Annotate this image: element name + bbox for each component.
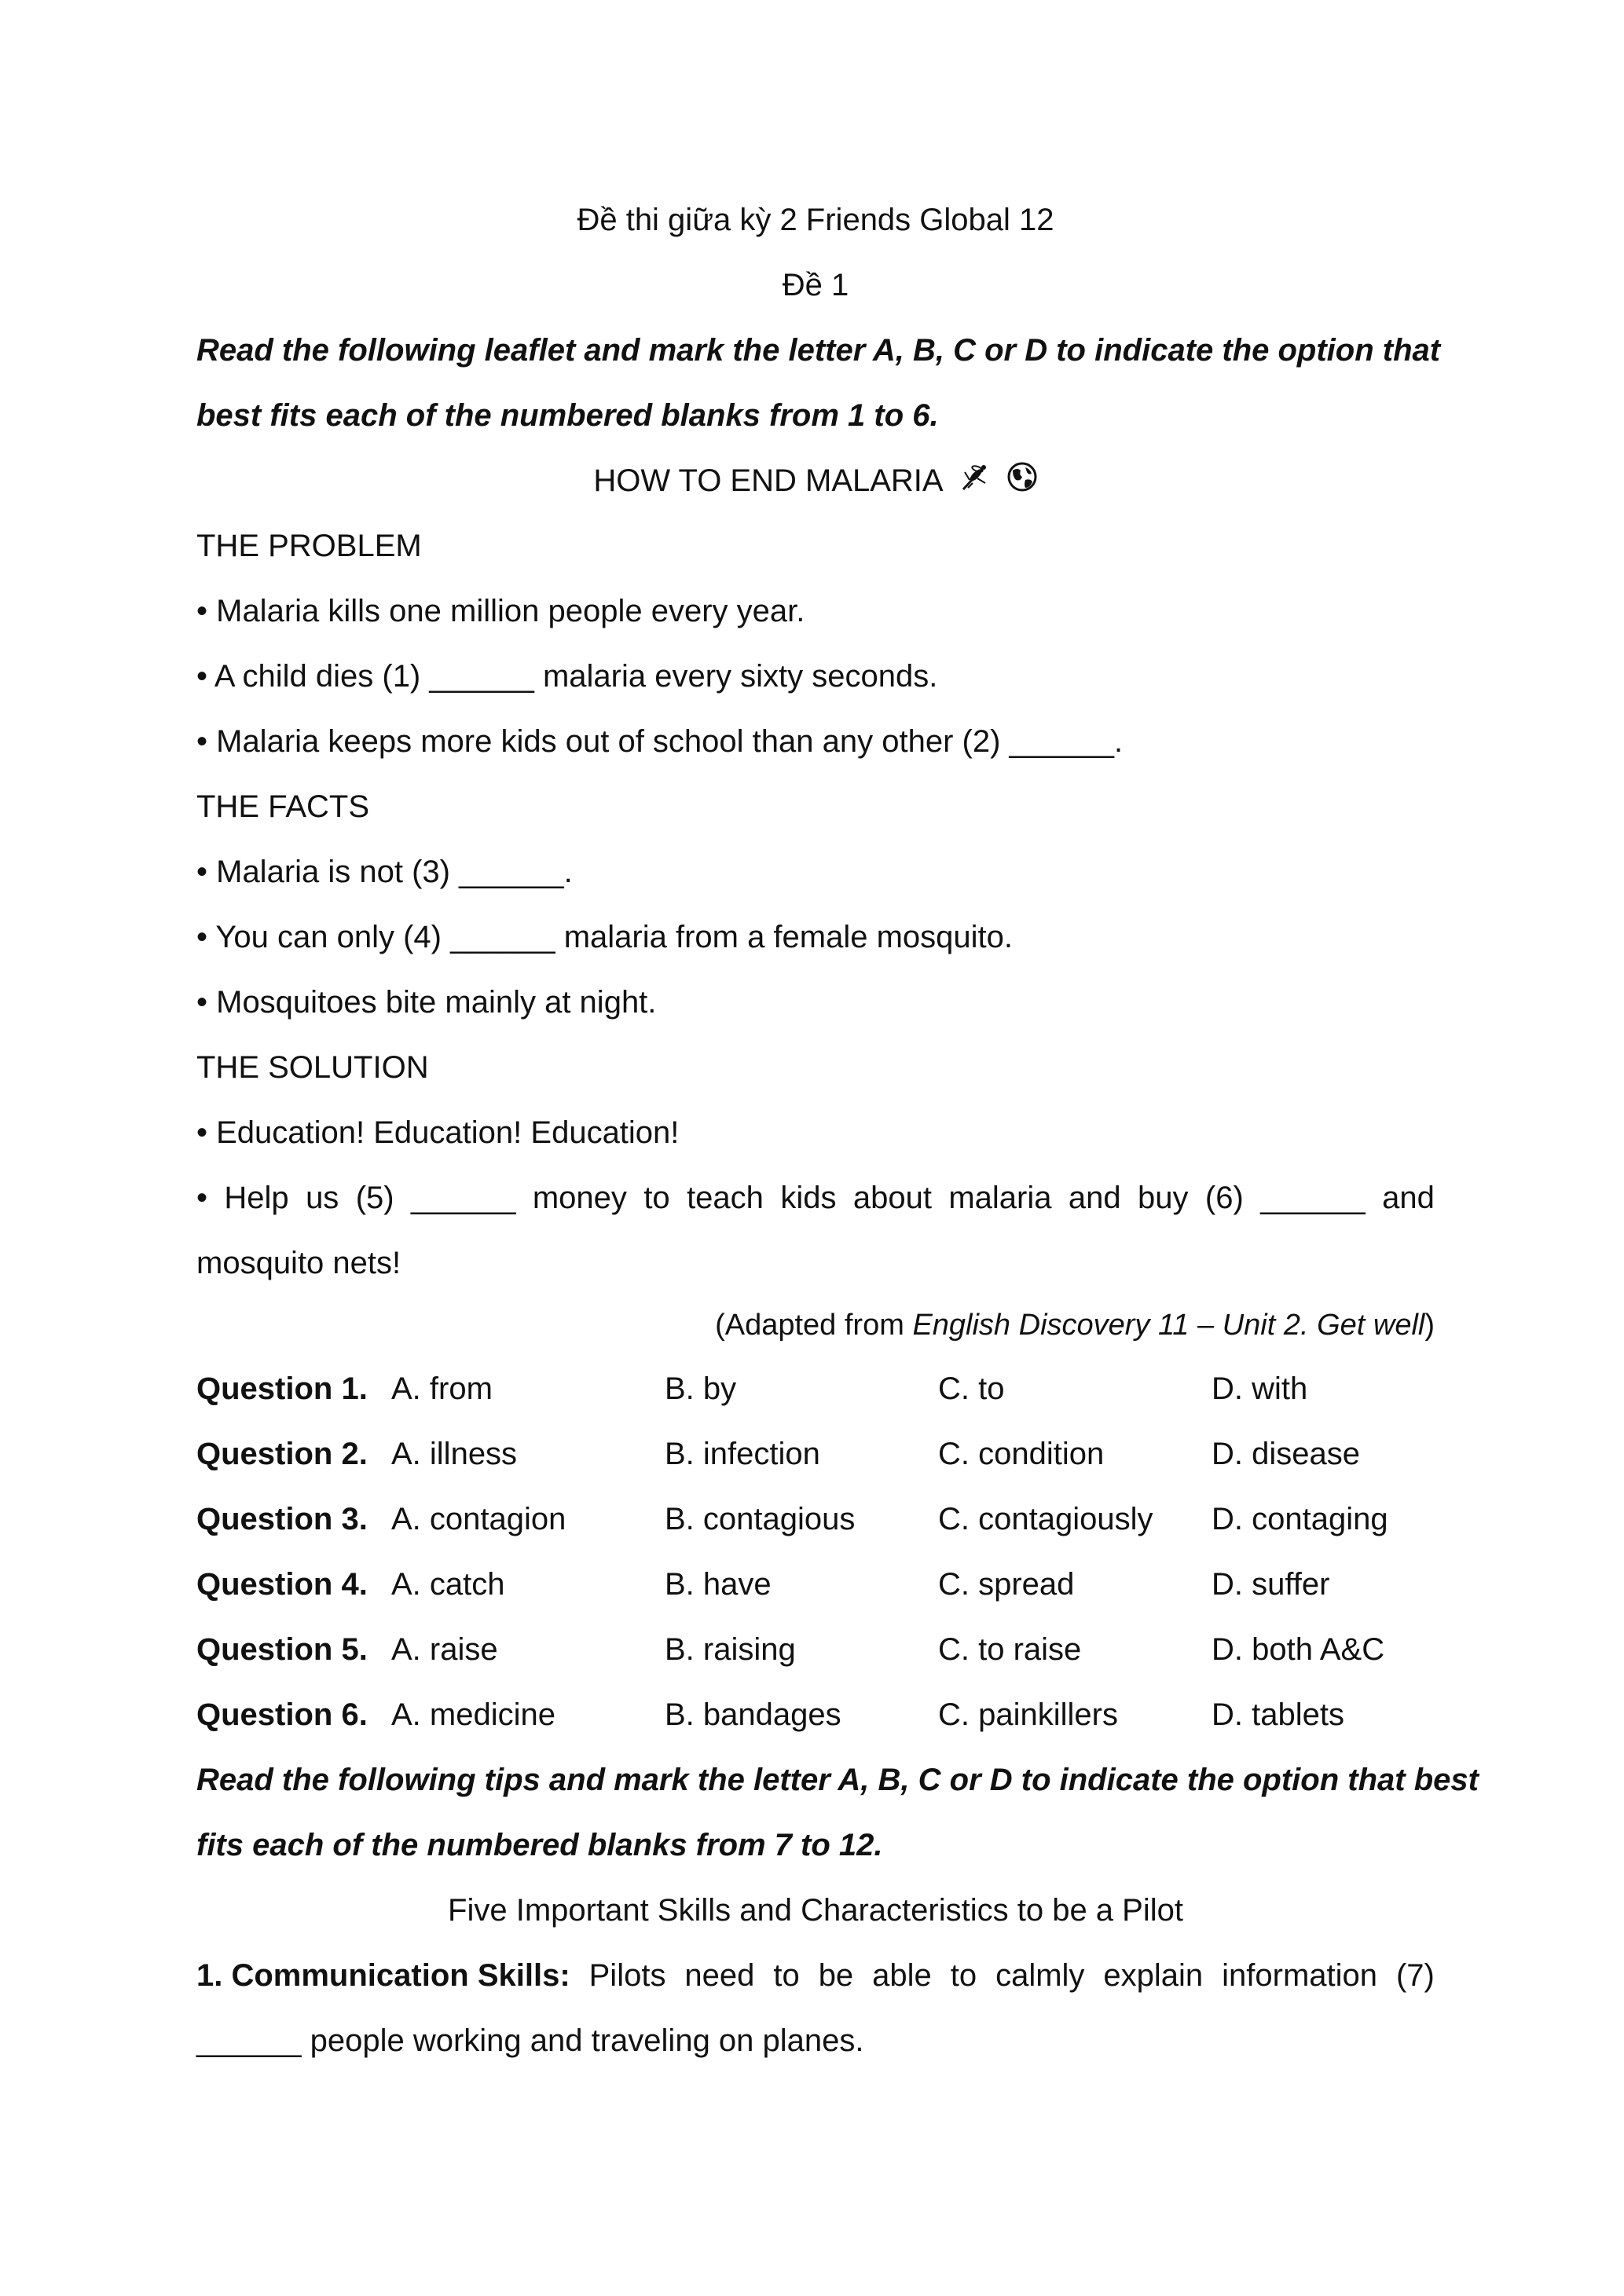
- document-subtitle: Đề 1: [782, 268, 849, 302]
- facts-item-1: • Malaria is not (3) ______.: [196, 855, 573, 889]
- option-b: B. have: [665, 1567, 772, 1602]
- problem-item-2: • A child dies (1) ______ malaria every sixty seconds.: [196, 659, 938, 694]
- option-d: D. both A&C: [1212, 1632, 1385, 1667]
- document-page: [196, 0, 1479, 2296]
- question-label: Question 1.: [196, 1371, 368, 1406]
- solution-blank: ______: [1260, 1181, 1366, 1215]
- skill-item-1-line2: ______ people working and traveling on planes.: [196, 2023, 864, 2058]
- solution-word: about: [852, 1181, 932, 1215]
- option-c: C. to raise: [938, 1632, 1082, 1667]
- option-b: B. raising: [665, 1632, 796, 1667]
- solution-word: us: [306, 1181, 339, 1215]
- question-label: Question 4.: [196, 1567, 368, 1602]
- leaflet-title-row: [196, 459, 1435, 504]
- problem-heading: THE PROBLEM: [196, 529, 422, 563]
- section2-instruction-line2: fits each of the numbered blanks from 7 to 12.: [196, 1828, 883, 1862]
- option-a: A. raise: [391, 1632, 498, 1667]
- skill-word: information: [1222, 1958, 1377, 1993]
- skill-word: to: [773, 1958, 800, 1993]
- option-d: D. disease: [1212, 1437, 1360, 1471]
- skill-word: explain: [1103, 1958, 1204, 1993]
- option-d: D. with: [1212, 1371, 1308, 1406]
- option-d: D. suffer: [1212, 1567, 1330, 1602]
- option-c: C. to: [938, 1371, 1005, 1406]
- facts-item-3: • Mosquitoes bite mainly at night.: [196, 985, 657, 1020]
- facts-item-2: • You can only (4) ______ malaria from a female mosquito.: [196, 920, 1014, 954]
- question-label: Question 5.: [196, 1632, 368, 1667]
- source-prefix: (Adapted from: [715, 1309, 913, 1342]
- solution-word: to: [643, 1181, 670, 1215]
- solution-word: Help: [224, 1181, 289, 1215]
- section2-instruction-line1: Read the following tips and mark the letter A, B, C or D to indicate the option that best: [196, 1763, 1479, 1797]
- skill-word: calmly: [995, 1958, 1085, 1993]
- option-b: B. contagious: [665, 1502, 856, 1536]
- solution-word: •: [196, 1181, 208, 1215]
- skill-word: able: [872, 1958, 932, 1993]
- solution-item-2-line2: mosquito nets!: [196, 1246, 401, 1280]
- solution-word: (5): [355, 1181, 394, 1215]
- facts-heading: THE FACTS: [196, 789, 370, 824]
- solution-word: kids: [780, 1181, 837, 1215]
- section1-instruction-line2: best fits each of the numbered blanks from 1 to 6.: [196, 398, 939, 433]
- option-d: D. tablets: [1212, 1697, 1344, 1732]
- skill-word: to: [950, 1958, 977, 1993]
- problem-item-1: • Malaria kills one million people every year.: [196, 594, 805, 628]
- option-a: A. illness: [391, 1437, 518, 1471]
- solution-blank: ______: [410, 1181, 516, 1215]
- question-label: Question 3.: [196, 1502, 368, 1536]
- skill-item-1-label: 1. Communication Skills:: [196, 1958, 570, 1993]
- solution-word: malaria: [948, 1181, 1052, 1215]
- solution-item-2-line1: [196, 1176, 1435, 1220]
- mosquito-icon: [959, 460, 990, 504]
- option-d: D. contaging: [1212, 1502, 1388, 1536]
- option-c: C. painkillers: [938, 1697, 1118, 1732]
- problem-item-3: • Malaria keeps more kids out of school than any other (2) ______.: [196, 724, 1124, 759]
- solution-word: buy: [1138, 1181, 1189, 1215]
- solution-word: and: [1068, 1181, 1121, 1215]
- question-label: Question 6.: [196, 1697, 368, 1732]
- solution-word: (6): [1204, 1181, 1244, 1215]
- source-suffix: ): [1424, 1309, 1435, 1342]
- solution-word: teach: [687, 1181, 764, 1215]
- skill-item-1-line1: [196, 1954, 1435, 1998]
- option-b: B. infection: [665, 1437, 820, 1471]
- option-a: A. contagion: [391, 1502, 566, 1536]
- option-b: B. bandages: [665, 1697, 841, 1732]
- option-a: A. medicine: [391, 1697, 555, 1732]
- solution-item-1: • Education! Education! Education!: [196, 1115, 680, 1150]
- solution-word: money: [532, 1181, 627, 1215]
- section2-title: Five Important Skills and Characteristics to be a Pilot: [448, 1893, 1183, 1928]
- source-title: English Discovery 11 – Unit 2. Get well: [912, 1309, 1425, 1342]
- skill-word: (7): [1395, 1958, 1435, 1993]
- option-c: C. contagiously: [938, 1502, 1153, 1536]
- leaflet-title: HOW TO END MALARIA: [593, 463, 942, 498]
- option-c: C. spread: [938, 1567, 1075, 1602]
- option-c: C. condition: [938, 1437, 1105, 1471]
- skill-word: need: [684, 1958, 755, 1993]
- document-title: Đề thi giữa kỳ 2 Friends Global 12: [577, 203, 1054, 237]
- skill-word: be: [818, 1958, 854, 1993]
- skill-word: Pilots: [588, 1958, 666, 1993]
- solution-heading: THE SOLUTION: [196, 1050, 429, 1085]
- section1-instruction-line1: Read the following leaflet and mark the letter A, B, C or D to indicate the option that: [196, 333, 1441, 368]
- question-label: Question 2.: [196, 1437, 368, 1471]
- option-b: B. by: [665, 1371, 737, 1406]
- solution-word: and: [1382, 1181, 1435, 1215]
- source-citation: [196, 1303, 1435, 1347]
- globe-icon: [1006, 460, 1038, 504]
- option-a: A. from: [391, 1371, 493, 1406]
- option-a: A. catch: [391, 1567, 505, 1602]
